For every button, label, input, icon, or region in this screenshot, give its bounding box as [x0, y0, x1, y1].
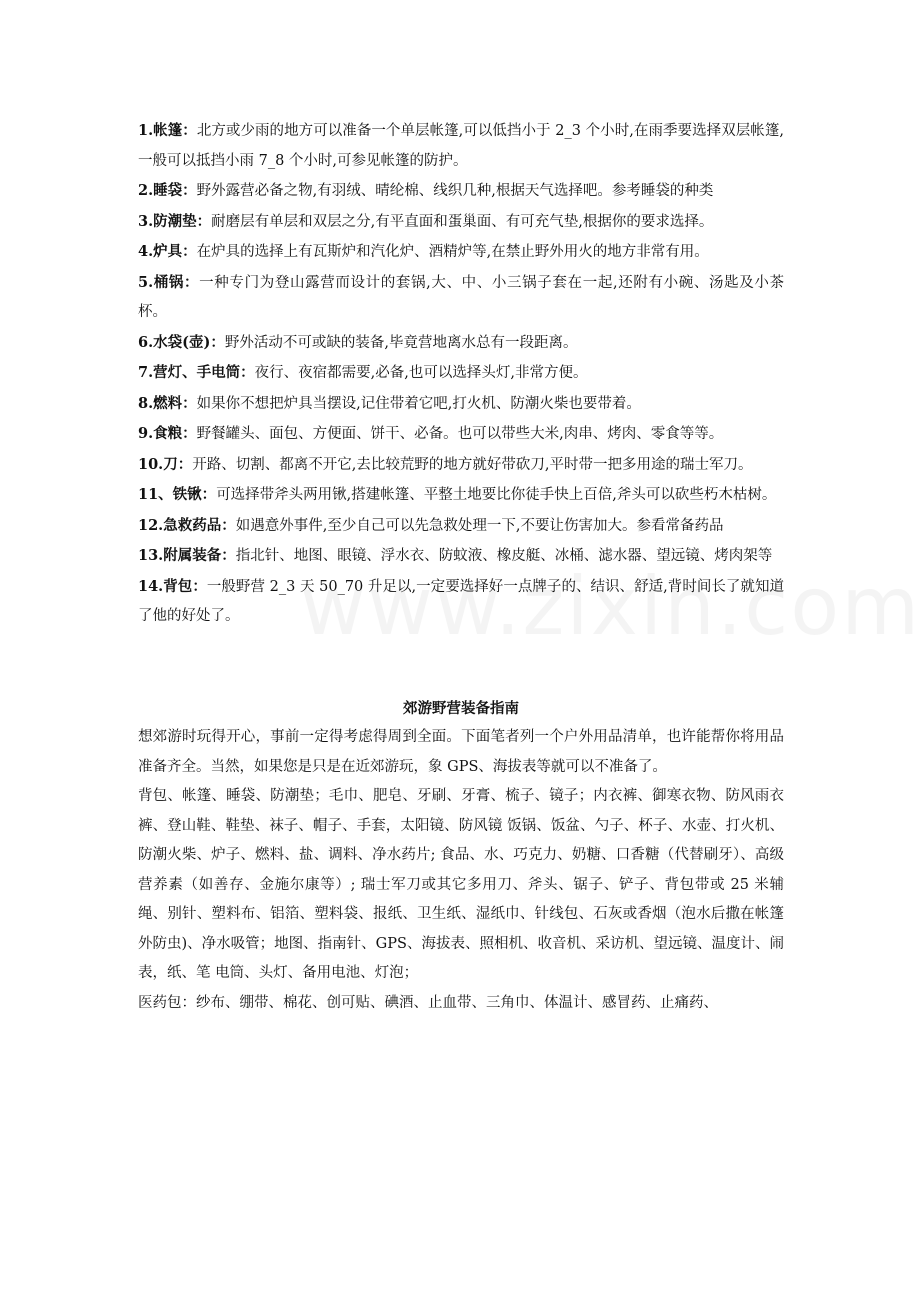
- item-term: 8.燃料：: [138, 394, 197, 412]
- guide-title: 郊游野营装备指南: [403, 699, 519, 717]
- list-item: [138, 358, 784, 389]
- guide-intro: 想郊游时玩得开心，事前一定得考虑得周到全面。下面笔者列一个户外用品清单，也许能帮你将用品准备齐全。当然，如果您是只是在近郊游玩，象 GPS、海拔表等就可以不准备了。: [138, 729, 784, 775]
- list-item: [138, 419, 784, 450]
- item-text: 开路、切割、都离不开它,去比较荒野的地方就好带砍刀,平时带一把多用途的瑞士军刀。: [192, 456, 753, 473]
- guide-medical: 医药包：纱布、绷带、棉花、创可贴、碘酒、止血带、三角巾、体温计、感冒药、止痛药、: [138, 994, 718, 1011]
- item-text: 耐磨层有单层和双层之分,有平直面和蛋巢面、有可充气垫,根据你的要求选择。: [211, 213, 714, 230]
- item-term: 13.附属装备：: [138, 547, 236, 564]
- item-text: 指北针、地图、眼镜、浮水衣、防蚊液、橡皮艇、冰桶、滤水器、望远镜、烤肉架等: [235, 548, 773, 564]
- item-text: 夜行、夜宿都需要,必备,也可以选择头灯,非常方便。: [254, 365, 588, 381]
- item-term: 4.炉具：: [138, 243, 197, 260]
- section-gap: [138, 632, 784, 694]
- item-term: 2.睡袋：: [138, 182, 197, 199]
- equipment-list: [138, 116, 784, 632]
- item-text: 野外活动不可或缺的装备,毕竟营地离水总有一段距离。: [224, 334, 578, 351]
- list-item: [138, 511, 784, 542]
- list-item: [138, 328, 784, 359]
- item-text: 北方或少雨的地方可以准备一个单层帐篷,可以低挡小于 2_3 个小时,在雨季要选择双层帐篷,一般可以抵挡小雨 7_8 个小时,可参见帐篷的防护。: [138, 123, 784, 169]
- list-item: [138, 207, 784, 238]
- item-term: 1.帐篷：: [138, 122, 197, 139]
- list-item: [138, 480, 784, 511]
- list-item: [138, 237, 784, 268]
- item-term: 10.刀：: [138, 455, 193, 473]
- list-item: [138, 541, 784, 572]
- item-term: 11、铁锹：: [138, 486, 217, 503]
- item-text: 野餐罐头、面包、方便面、饼干、必备。也可以带些大米,肉串、烤肉、零食等等。: [196, 426, 724, 442]
- document-body: [138, 116, 784, 1018]
- item-text: 一般野营 2_3 天 50_70 升足以,一定要选择好一点牌子的、结识、舒适,背时间长了就知道了他的好处了。: [138, 578, 784, 624]
- item-term: 6.水袋(壶)：: [138, 333, 225, 351]
- item-text: 可选择带斧头两用锹,搭建帐篷、平整土地要比你徒手快上百倍,斧头可以砍些朽木枯树。: [216, 487, 777, 503]
- item-term: 3.防潮垫：: [138, 212, 212, 230]
- item-term: 14.背包：: [138, 577, 207, 595]
- list-item: [138, 450, 784, 481]
- item-text: 一种专门为登山露营而设计的套锅,大、中、小三锅子套在一起,还附有小碗、汤匙及小茶杯。: [138, 274, 785, 320]
- list-item: [138, 116, 784, 176]
- list-item: [138, 268, 784, 328]
- item-term: 5.桶锅：: [138, 273, 200, 291]
- item-term: 12.急救药品：: [138, 516, 236, 534]
- guide-list: 背包、帐篷、睡袋、防潮垫；毛巾、肥皂、牙刷、牙膏、梳子、镜子；内衣裤、御寒衣物、防风雨衣裤、登山鞋、鞋垫、袜子、帽子、手套，太阳镜、防风镜 饭锅、饭盆、勺子、杯子、水壶、打火机、防潮火柴、炉子、燃料、盐、调料、净水药片; 食品、水、巧克力、奶糖、口香糖（代替刷牙）、高级营养素（如善存、金施尔康等）; 瑞士军刀或其它多用刀、斧头、锯子、铲子、背包带或 25 米辅绳、别针、塑料布、铝箔、塑料袋、报纸、卫生纸、湿纸巾、针线包、石灰或香烟（泡水后撒在帐篷外防虫)、净水吸管；地图、指南针、GPS、海拔表、照相机、收音机、采访机、望远镜、温度计、闹表，纸、笔 电筒、头灯、备用电池、灯泡；: [138, 788, 784, 981]
- item-term: 7.营灯、手电筒：: [138, 364, 255, 381]
- item-text: 如遇意外事件,至少自己可以先急救处理一下,不要让伤害加大。参看常备药品: [235, 517, 724, 534]
- item-text: 野外露营必备之物,有羽绒、晴纶棉、线织几种,根据天气选择吧。参考睡袋的种类: [196, 183, 714, 199]
- list-item: [138, 572, 784, 632]
- guide-section: [138, 694, 784, 1019]
- item-text: 如果你不想把炉具当摆设,记住带着它吧,打火机、防潮火柴也要带着。: [196, 395, 641, 412]
- list-item: [138, 176, 784, 207]
- list-item: [138, 389, 784, 420]
- item-term: 9.食粮：: [138, 425, 197, 442]
- item-text: 在炉具的选择上有瓦斯炉和汽化炉、酒精炉等,在禁止野外用火的地方非常有用。: [196, 244, 709, 260]
